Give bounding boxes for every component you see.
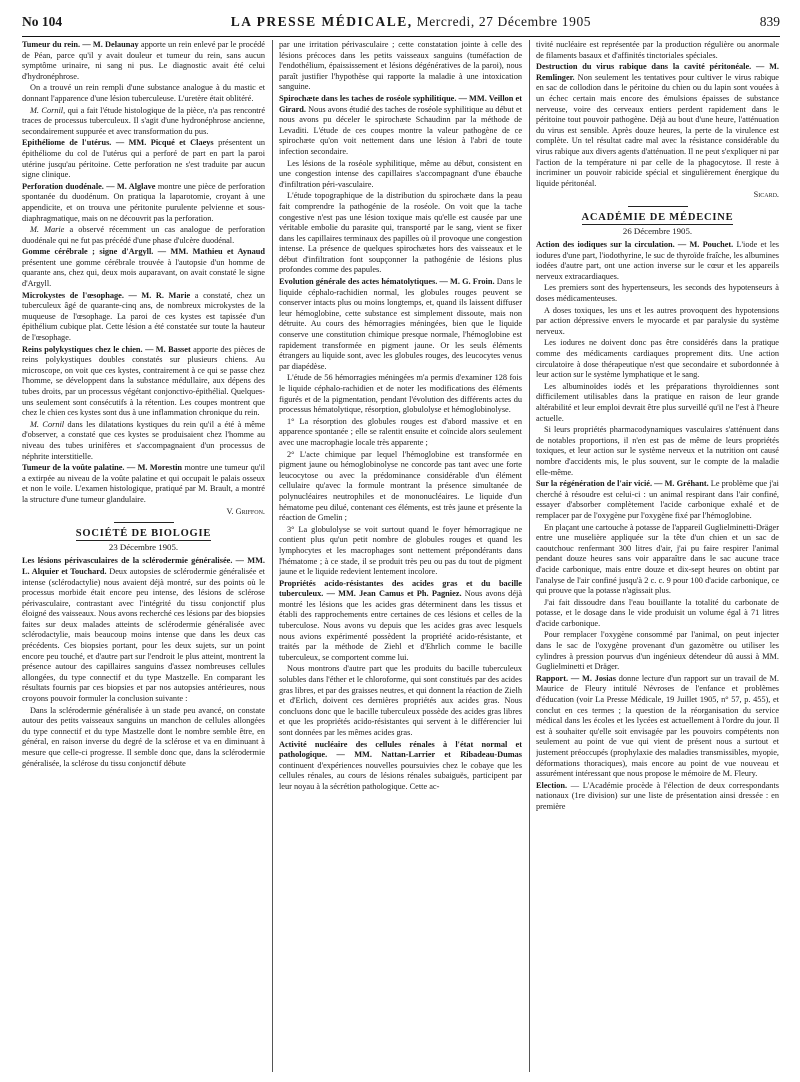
- article-text: , qui a fait l'étude histologique de la pièce, n'a pas rencontré traces de processus tuberculeux. Il s'agit d'une hydronéphrose ancienne, secondairement suppurée et avec transformation du pus.: [22, 105, 265, 136]
- column-divider: [529, 40, 530, 1072]
- article-text: Nous avons déjà montré les lésions que les acides gras déterminent dans les tissus et établi des rapprochements entre certaines de ces lésions et celles de la tuberculose. Nous avons vu depuis que les acides gras avec lesquels nous avions expérimenté possèdent la propriété acido-résistante, et traités par la méthode de Ziehl et d'Ehrlich comme le bacille tuberculeux, se comportent comme lui.: [279, 589, 522, 662]
- article-paragraph: Pour remplacer l'oxygène consommé par l'animal, on peut injecter dans le sac de l'oxygène provenant d'un gazomètre ou utiliser les cylindres à pression pourvus d'un ingénieux détendeur dû aussi à MM. Guglielminetti et Dräger.: [536, 630, 779, 672]
- article-heading: Microkystes de l'œsophage. — M. R. Marie: [22, 290, 191, 300]
- article-heading: Tumeur de la voûte palatine. — M. Morestin: [22, 463, 183, 473]
- column-2: [279, 40, 522, 1072]
- article-paragraph: tivité nucléaire est représentée par la production régulière ou anormale de filaments basaux et d'affinités tinctoriales spéciales.: [536, 40, 779, 60]
- article-paragraph: [22, 345, 265, 419]
- article-text: montre une tumeur qu'il a extirpée au niveau de la voûte palatine et qui occupait le palais osseux et non le voile. L'examen histologique, pratiqué par M. Brault, a montré la structure d'une tumeur glandulaire.: [22, 463, 265, 504]
- article-text: apporte un rein enlevé par le procédé de Péan, parce qu'il y avait douleur et tumeur du rein, sans aucun symptôme urinaire, ni sang ni pus. Le diagnostic avait été celui d'hydronéphrose.: [22, 40, 265, 81]
- article-heading: Perforation duodénale. — M. Alglave: [22, 181, 156, 191]
- article-paragraph: [22, 556, 265, 704]
- article-paragraph: Les lésions de la roséole syphilitique, même au début, consistent en une congestion intense des capillaires s'accompagnant d'une ébauche d'infiltration péri-vasculaire.: [279, 158, 522, 189]
- issue-date: Mercredi, 27 Décembre 1905: [416, 14, 592, 29]
- article-paragraph: [22, 40, 265, 82]
- article-heading: Propriétés acido-résistantes des acides gras et du bacille tuberculeux. — MM. Jean Camus et Ph. Pagniez.: [279, 578, 522, 599]
- article-heading: Destruction du virus rabique dans la cavité péritonéale. — M. Remlinger.: [536, 62, 779, 82]
- article-paragraph: Les premiers sont des hypertenseurs, les seconds des hypotenseurs à doses médicamenteuses.: [536, 283, 779, 304]
- article-paragraph: L'étude topographique de la distribution du spirochæte dans la peau fait comprendre la pathogénie de la roséole. On voit que la tache congestive n'est pas une lésion toxique mais qu'elle est causée par une véritable embolie du parasite qui, transporté par le sang, vient se fixer dans les capillaires terminaux des papilles où il provoque une congestion intense. La présence de quelques spirochætes hors des vaisseaux et le début d'infiltration font soupçonner la pathogénie de lésions plus profondes comme des papules.: [279, 191, 522, 275]
- article-heading: Epithéliome de l'utérus. — MM. Picqué et Claeys: [22, 138, 214, 148]
- article-paragraph: [279, 579, 522, 664]
- column-divider: [272, 40, 273, 1072]
- article-paragraph: L'étude de 56 hémorragies méningées m'a permis d'examiner 128 fois le liquide céphalo-rachidien et de noter les modifications des éléments figurés et de la pigmentation, pendant l'évolution des différents actes du processus hématolytique, résorption, globulolyse et hémoglobinolyse.: [279, 373, 522, 415]
- article-paragraph: [22, 225, 265, 246]
- section-title-text: ACADÉMIE DE MÉDECINE: [581, 211, 734, 223]
- newspaper-page: [22, 0, 780, 1082]
- article-text: Le problème que j'ai cherché à résoudre est celui-ci : un animal respirant dans l'air confiné, essayer d'absorber complètement l'acide carbonique exhalé et de remplacer par de l'oxygène pur l'oxygène fixé par l'hémoglobine.: [536, 479, 779, 520]
- issue-number: No 104: [22, 14, 63, 29]
- article-heading: Sur la régénération de l'air vicié. — M. Gréhant.: [536, 479, 709, 489]
- masthead-title: LA PRESSE MÉDICALE,: [230, 14, 413, 29]
- signature: Sicard.: [753, 190, 779, 200]
- article-paragraph: [536, 781, 779, 813]
- article-heading: Tumeur du rein. — M. Delaunay: [22, 40, 139, 49]
- article-paragraph: [536, 674, 779, 780]
- article-text: Non seulement les tentatives pour cultiver le virus rabique en sac de collodion dans le péritoine du chien ou du lapin sont vouées à un échec certain mais encore des émulsions épaisses de substance nerveuse, voire des cerveaux entiers perdent rapidement dans le péritoine tout pouvoir pathogène. Déjà au bout d'une heure, l'atténuation du virus est sensible. Après douze heures, la perte de la virulence est complète. Un tel résultat cadre mal avec la résistance considérable du virus rabique aux divers agents d'atténuation. Il ne peut s'expliquer ni par l'action de la température ni par celle de la phagocytose. Il reste à incriminer un pouvoir rabicide spécial et singulièrement énergique du liquide péritonéal.: [536, 72, 779, 188]
- signature: V. Griffon.: [226, 506, 265, 516]
- article-paragraph: [22, 106, 265, 138]
- article-heading: Reins polykystiques chez le chien. — M. Basset: [22, 344, 191, 354]
- article-paragraph: J'ai fait dissoudre dans l'eau bouillante la totalité du carbonate de potasse, et le dosage dans le vide produisit un volume égal à 71 litres d'acide carbonique.: [536, 597, 779, 628]
- article-paragraph: [22, 420, 265, 462]
- article-paragraph: Les iodures ne doivent donc pas être considérés dans la pratique comme des médicaments cardiaques proprement dits. Une action circulatoire à dose thérapeutique n'est que secondaire et subordonnée à leur action sur le système lymphatique et le sang.: [536, 338, 779, 380]
- article-text: continuent d'expériences nouvelles poursuivies chez le cobaye que les cellules rénales, au cours de lésions rénales subaiguës, participent par leur noyau à la sécrétion pathologique. Cette ac-: [279, 760, 522, 791]
- article-paragraph: [279, 277, 522, 372]
- article-paragraph: A doses toxiques, les uns et les autres provoquent des hypotensions par action dépressive envers le myocarde et par paralysie du système nerveux.: [536, 305, 779, 336]
- article-heading: Rapport. — M. Josias: [536, 673, 616, 683]
- author-name: M. Cornil: [30, 419, 65, 429]
- section-title-text: SOCIÉTÉ DE BIOLOGIE: [75, 528, 212, 540]
- article-heading: Activité nucléaire des cellules rénales à l'état normal et pathologique. — MM. Nattan-Larrier et Ribadeau-Dumas: [279, 739, 522, 760]
- article-paragraph: [22, 247, 265, 289]
- article-text: a constaté, chez un tuberculeux âgé de quarante-cinq ans, de nombreux microkystes de la muqueuse de l'œsophage. La paroi de ces kystes est tapissée d'un épithélium cubique plat. Cette lésion a été constatée sur toute la hauteur de l'œsophage.: [22, 290, 265, 343]
- article-paragraph: Dans la sclérodermie généralisée à un stade peu avancé, on constate autour des petits vaisseaux sanguins un manchon de cellules allongées du type connectif et du type Mastzelle dont le nombre semble être, en général, en raison inverse du degré de la sclérose et va en diminuant à mesure que celle-ci progresse. Il semble donc que, dans la sclérodermie généralisée, la sclérose du tissu conjonctif débute: [22, 705, 265, 768]
- article-text: — L'Académie procède à l'élection de deux correspondants nationaux (1re division) sur une liste de présentation ainsi dressée : en première: [536, 780, 779, 811]
- article-paragraph: [22, 182, 265, 224]
- article-paragraph: Si leurs propriétés pharmacodynamiques vasculaires s'atténuent dans de notables proportions, il n'en est pas de même de leurs propriétés toxiques, et leur action sur le système nerveux et la nutrition ont causé nombre d'accidents mis, le plus souvent, sur le compte de la maladie elle-même.: [536, 425, 779, 477]
- article-paragraph: [536, 479, 779, 521]
- column-1: [22, 40, 265, 1072]
- article-paragraph: 1° La résorption des globules rouges est d'abord massive et en apparence spontanée ; elle se ralentit ensuite et coïncide alors seulement avec une macrophagie locale très apparente ;: [279, 416, 522, 447]
- section-title: [22, 529, 265, 540]
- article-heading: Gomme cérébrale ; signe d'Argyll. — MM. Mathieu et Aynaud: [22, 247, 265, 257]
- article-paragraph: [22, 291, 265, 344]
- article-text: montre une pièce de perforation spontanée du duodénum. On pratiqua la laparotomie, croyant à une appendicite, et on trouva une péritonite purulente pelvienne et sous-diaphragmatique, mais on ne découvrit pas la perforation.: [22, 181, 265, 223]
- article-text: dans les dilatations kystiques du rein qu'il a été à même d'observer, a constaté que ces kystes se produisaient chez l'homme au niveau des tubes urinifères et s'accompagnaient d'un processus de néphrite interstitielle.: [22, 419, 265, 461]
- article-paragraph: On a trouvé un rein rempli d'une substance analogue à du mastic et donnant l'apparence d'une lésion tuberculeuse. L'uretère était oblitéré.: [22, 83, 265, 103]
- article-paragraph: 2° L'acte chimique par lequel l'hémoglobine est transformée en pigment jaune ou hémoglobinolyse ne concorde pas tant avec une forte leucocytose ou avec la prédominance considérable d'un élément cellulaire qu'avec la formule montrant la présence simultanée de polynucléaires neutrophiles et de mononucléaires. Le liquide d'un hématome peu dilué, contenant ces éléments, est très jaune et présente la réaction de Gmelin ;: [279, 449, 522, 523]
- section-separator: [114, 522, 174, 523]
- article-text: L'iode et les iodures d'une part, l'iodothyrine, le suc de thyroïde fraîche, les albumines iodées d'autre part, ont une action inverse sur le cœur et les appareils nerveux extracardiaques.: [536, 240, 779, 281]
- article-paragraph: En plaçant une cartouche à potasse de l'appareil Guglielminetti-Dräger entre une muselière appliquée sur la tête d'un chien et un sac de caoutchouc renfermant 300 litres d'air, j'ai pu faire respirer l'animal pendant douze heures sans voir apparaître dans le sac aucune trace d'acide carbonique, mais entre douze et dix-sept heures on obtint par l'analyse de l'air confiné jusqu'à 2 c. c. 9 pour 100 d'acide carbonique, ce qui prouve que la potasse n'agissait plus.: [536, 522, 779, 596]
- article-paragraph: Les albuminoïdes iodés et les préparations thyroïdiennes sont difficilement utilisables dans la pratique en raison de leur grande altérabilité et leur emploi devrait être plus surveillé qu'il ne l'est à l'heure actuelle.: [536, 381, 779, 423]
- masthead-line: [231, 14, 591, 30]
- section-date: 26 Décembre 1905.: [622, 225, 693, 236]
- article-heading: Election.: [536, 780, 568, 790]
- author-name: M. Cornil: [30, 105, 64, 115]
- article-text: Deux autopsies de sclérodermie généralisée et intense (sclérodactylie) nous avaient déjà montré, sur des points où le processus morbide était encore peu intense, des lésions de sclérose périvasculaire, contrastant avec l'intégrité du tissu conjonctif plus éloigné des vaisseaux. Nous avons recherché ces lésions par des biopsies faites sur deux malades atteints de sclérodermie généralisée avec sclérodactylie, mais beaucoup moins intense que dans les deux cas précédents. Ces biopsies portant, pour les deux sujets, sur un point encore peu touché, et d'autre part sur l'endroit le plus atteint, montrent la présence autour des capillaires sanguins d'assez nombreuses cellules allongées, du type connectif et du type Mastzelle. En comparant les résultats fournis par ces biopsies et par nos autopsies antérieures, nous croyons pouvoir formuler la conclusion suivante :: [22, 566, 265, 704]
- article-heading: Spirochæte dans les taches de roséole syphilitique. — MM. Veillon et Girard.: [279, 93, 522, 114]
- article-text: Dans le liquide céphalo-rachidien normal, les globules rouges peuvent se conserver intacts plus ou moins longtemps, et, quand ils laissent diffuser leur hémoglobine, cette substance est simplement dissoute, mais non détruite. Au cours des hémorragies méningées, bien que le liquide conserve une constitution chimique presque normale, l'hémoglobine est rapidement transformée en pigment jaune. Or les seuls éléments étrangers au liquide sont, avec les globules rouges, des leucocytes venus par diapédèse.: [279, 277, 522, 371]
- article-paragraph: [22, 463, 265, 505]
- article-paragraph: [22, 138, 265, 180]
- header-rule: [22, 36, 780, 37]
- article-paragraph: [279, 94, 522, 158]
- article-text: apporte des pièces de reins polykystiques doubles constatés sur plusieurs chiens. Au microscope, on voit que ces kystes, contrairement à ce qui se passe chez l'homme, se développent dans la substance médullaire, aux dépens des tubes droits, par un processus végétant conjonctivo-épithélial. Quelques-uns seulement sont consécutifs à la rétention. Les coupes montrent que chez le chien ces kystes sont dus à une inflammation chronique du rein.: [22, 344, 265, 418]
- article-text: présentent un épithéliome du col de l'utérus qui a perforé de part en part la paroi utérine jusqu'au péritoine. Cette perforation ne s'est traduite par aucun signe clinique.: [22, 138, 265, 180]
- article-paragraph: [279, 740, 522, 793]
- article-paragraph: Nous montrons d'autre part que les produits du bacille tuberculeux solubles dans l'éther et le chloroforme, qui sont constitués par des acides gras libres, et par des graisses neutres, et qui donnent la réaction de Zielh et d'Erlich, doivent ces dernières propriétés aux acides gras. Nous concluons donc que le bacille tuberculeux possède des acides gras libres et que les propriétés acido-résistantes qui servent à le différencier lui sont données par les mêmes acides gras.: [279, 664, 522, 737]
- article-paragraph: par une irritation périvasculaire ; cette constatation jointe à celle des lésions précoces dans les petits vaisseaux sanguins (tuméfaction de l'endothélium, épaississement et lésions dégénératives de la paroi), nous paraît justifier l'hypothèse qui rapporte la maladie à une intoxication sanguine.: [279, 40, 522, 92]
- article-text: présentent une gomme cérébrale trouvée à l'autopsie d'un homme de quarante ans, chez qui, deux mois auparavant, on avait constaté le signe d'Argyll.: [22, 257, 265, 289]
- column-3: [536, 40, 779, 1072]
- article-heading: Action des iodiques sur la circulation. — M. Pouchet.: [536, 240, 734, 250]
- article-text: a observé récemment un cas analogue de perforation duodénale qui ne fut pas précédé d'une phase d'ulcère duodénal.: [22, 225, 265, 245]
- article-paragraph: 3° La globulolyse se voit surtout quand le foyer hémorragique ne contient plus qu'un petit nombre de globules rouges et quand les lymphocytes et les macrophages sont nettement prépondérants dans l'hématome ; à ce stade, il se produit très peu ou pas du tout de pigment jaune et le liquide redevient lentement incolore.: [279, 524, 522, 577]
- article-paragraph: [536, 240, 779, 282]
- section-separator: [628, 206, 688, 207]
- section-date: 23 Décembre 1905.: [108, 541, 179, 552]
- article-paragraph: [536, 62, 779, 189]
- section-title: [536, 213, 779, 224]
- author-name: M. Marie: [30, 225, 65, 235]
- article-heading: Evolution générale des actes hématolytiques. — M. G. Froin.: [279, 277, 495, 287]
- article-text: donne lecture d'un rapport sur un travail de M. Maurice de Fleury intitulé Névroses de l'enfance et problèmes d'éducation (voir La Presse Médicale, 19 Juillet 1905, n° 57, p. 455), et conclut en ces termes ; la question de la réorganisation du service médical dans les écoles et les lycées est actuellement à l'ordre du jour. Il est à souhaiter qu'elle soit envisagée par les pouvoirs compétents non seulement au point de vue qui vient de présent nous a surtout et justement préoccupés (prophylaxie des maladies transmissibles, myopie, déformations thoraciques), mais encore au point de vue nouveau et assurément intéressant que nous propose le mémoire de M. Fleury.: [536, 673, 779, 779]
- page-header: [22, 14, 780, 34]
- article-text: Nous avons étudié des taches de roséole syphilitique au début et nous avons pu déceler le spirochæte Schaudinn par la méthode de Levaditi. L'étude de ces coupes montre la valeur pathogène de ce spirochæte qu'on voit nettement dans une lésion à l'abri de toute infection secondaire.: [279, 104, 522, 156]
- article-heading: Les lésions périvasculaires de la sclérodermie généralisée. — MM. L. Alquier et Touchard.: [22, 556, 265, 576]
- page-number: 839: [759, 14, 780, 29]
